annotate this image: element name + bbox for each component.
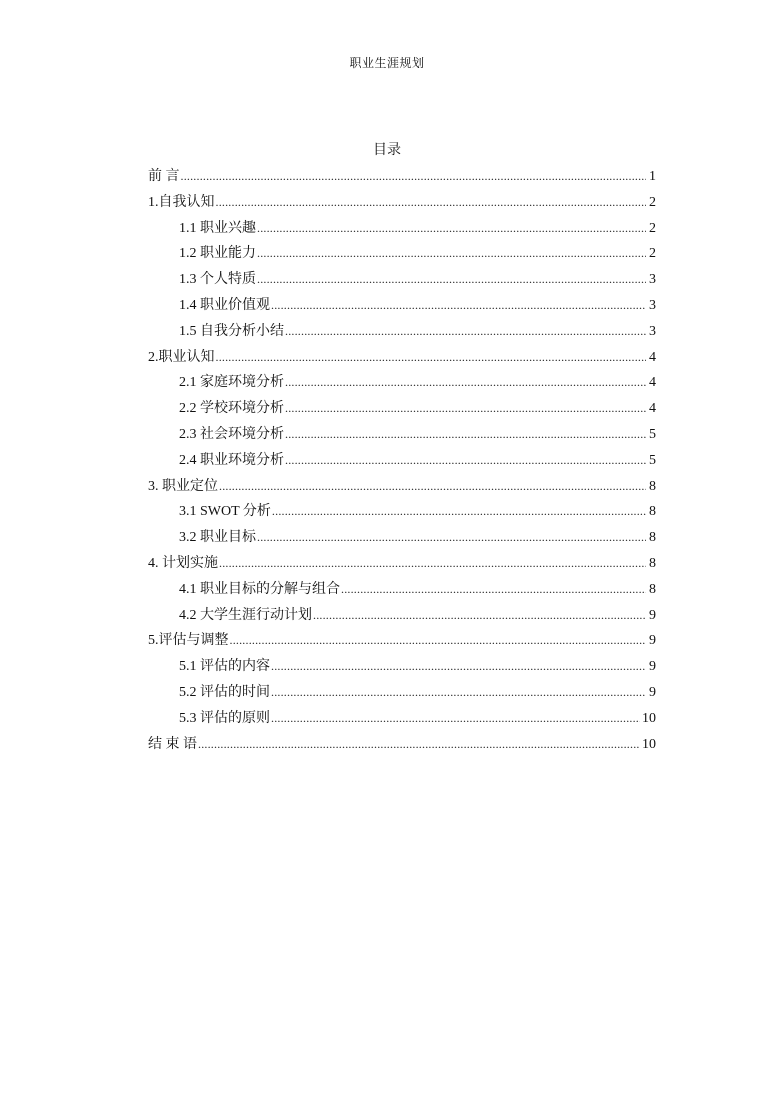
toc-entry-label: 2.职业认知 — [148, 349, 215, 365]
toc-entry-page-number: 2 — [649, 246, 656, 262]
toc-dot-leader — [285, 448, 646, 474]
toc-dot-leader — [285, 422, 646, 448]
toc-entry-page-number: 4 — [649, 375, 656, 391]
toc-entry-label: 1.1 职业兴趣 — [179, 220, 256, 236]
toc-entry[interactable] — [148, 345, 656, 371]
toc-entry-label: 5.2 评估的时间 — [179, 684, 270, 700]
toc-entry-page-number: 8 — [649, 581, 656, 597]
toc-entry-page-number: 4 — [649, 401, 656, 417]
toc-entry-label: 1.5 自我分析小结 — [179, 323, 284, 339]
toc-entry-label: 2.3 社会环境分析 — [179, 426, 284, 442]
toc-dot-leader — [230, 628, 647, 654]
toc-entry-page-number: 3 — [649, 272, 656, 288]
toc-entry-page-number: 2 — [649, 220, 656, 236]
toc-entry-page-number: 10 — [642, 710, 656, 726]
toc-entry-label: 1.4 职业价值观 — [179, 297, 270, 313]
toc-entry-page-number: 8 — [649, 504, 656, 520]
toc-dot-leader — [285, 319, 646, 345]
toc-entry[interactable] — [148, 422, 656, 448]
toc-entry[interactable] — [148, 267, 656, 293]
toc-entry-label: 4.1 职业目标的分解与组合 — [179, 581, 340, 597]
toc-dot-leader — [257, 525, 646, 551]
toc-entry[interactable] — [148, 370, 656, 396]
toc-entry-page-number: 10 — [642, 736, 656, 752]
toc-dot-leader — [257, 216, 646, 242]
toc-entry-label: 4. 计划实施 — [148, 555, 218, 571]
toc-entry-label: 5.3 评估的原则 — [179, 710, 270, 726]
toc-dot-leader — [216, 190, 647, 216]
toc-entry[interactable] — [148, 680, 656, 706]
toc-dot-leader — [219, 474, 646, 500]
toc-dot-leader — [271, 654, 646, 680]
toc-entry[interactable] — [148, 603, 656, 629]
toc-entry[interactable] — [148, 732, 656, 758]
toc-entry[interactable] — [148, 577, 656, 603]
toc-dot-leader — [271, 293, 646, 319]
toc-entry[interactable] — [148, 164, 656, 190]
toc-entry[interactable] — [148, 628, 656, 654]
toc-entry[interactable] — [148, 190, 656, 216]
toc-entry[interactable] — [148, 525, 656, 551]
toc-entry[interactable] — [148, 216, 656, 242]
toc-entry-label: 3.2 职业目标 — [179, 530, 256, 546]
toc-entry-page-number: 3 — [649, 323, 656, 339]
toc-dot-leader — [341, 577, 646, 603]
toc-entry-page-number: 9 — [649, 684, 656, 700]
toc-entry-label: 1.2 职业能力 — [179, 246, 256, 262]
toc-entry-label: 1.3 个人特质 — [179, 272, 256, 288]
toc-dot-leader — [271, 706, 640, 732]
toc-entry-page-number: 8 — [649, 530, 656, 546]
toc-entry[interactable] — [148, 551, 656, 577]
toc-entry[interactable] — [148, 319, 656, 345]
toc-entry-label: 5.评估与调整 — [148, 633, 229, 649]
toc-entry-page-number: 5 — [649, 426, 656, 442]
toc-dot-leader — [216, 345, 647, 371]
toc-entry-label: 5.1 评估的内容 — [179, 659, 270, 675]
toc-dot-leader — [285, 396, 646, 422]
toc-dot-leader — [219, 551, 646, 577]
toc-dot-leader — [272, 499, 646, 525]
toc-dot-leader — [181, 164, 647, 190]
toc-entry-page-number: 3 — [649, 297, 656, 313]
toc-entry-label: 前 言 — [148, 169, 180, 184]
toc-entry[interactable] — [148, 706, 656, 732]
toc-dot-leader — [257, 241, 646, 267]
toc-entry-label: 结 束 语 — [148, 736, 197, 752]
toc-entry[interactable] — [148, 474, 656, 500]
running-header: 职业生涯规划 — [349, 56, 425, 70]
toc-dot-leader — [271, 680, 646, 706]
toc-entry[interactable] — [148, 293, 656, 319]
toc-entry-label: 1.自我认知 — [148, 194, 215, 210]
toc-entry-page-number: 1 — [649, 169, 656, 184]
toc-entry-page-number: 9 — [649, 659, 656, 675]
toc-entry-page-number: 9 — [649, 607, 656, 623]
toc-dot-leader — [313, 603, 646, 629]
toc-entry[interactable] — [148, 241, 656, 267]
toc-entry-page-number: 8 — [649, 555, 656, 571]
toc-entry[interactable] — [148, 654, 656, 680]
toc-dot-leader — [285, 370, 646, 396]
toc-entry-page-number: 4 — [649, 349, 656, 365]
table-of-contents — [148, 164, 656, 757]
toc-entry-page-number: 2 — [649, 194, 656, 210]
toc-entry-page-number: 8 — [649, 478, 656, 494]
toc-dot-leader — [198, 732, 640, 758]
toc-entry-page-number: 9 — [649, 633, 656, 649]
toc-entry-page-number: 5 — [649, 452, 656, 468]
toc-entry[interactable] — [148, 499, 656, 525]
toc-entry-label: 3.1 SWOT 分析 — [179, 504, 271, 520]
toc-entry-label: 2.2 学校环境分析 — [179, 401, 284, 417]
toc-entry-label: 3. 职业定位 — [148, 478, 218, 494]
toc-entry-label: 2.4 职业环境分析 — [179, 452, 284, 468]
toc-title: 目录 — [373, 143, 401, 158]
toc-entry[interactable] — [148, 396, 656, 422]
toc-entry[interactable] — [148, 448, 656, 474]
toc-entry-label: 4.2 大学生涯行动计划 — [179, 607, 312, 623]
toc-entry-label: 2.1 家庭环境分析 — [179, 375, 284, 391]
toc-dot-leader — [257, 267, 646, 293]
